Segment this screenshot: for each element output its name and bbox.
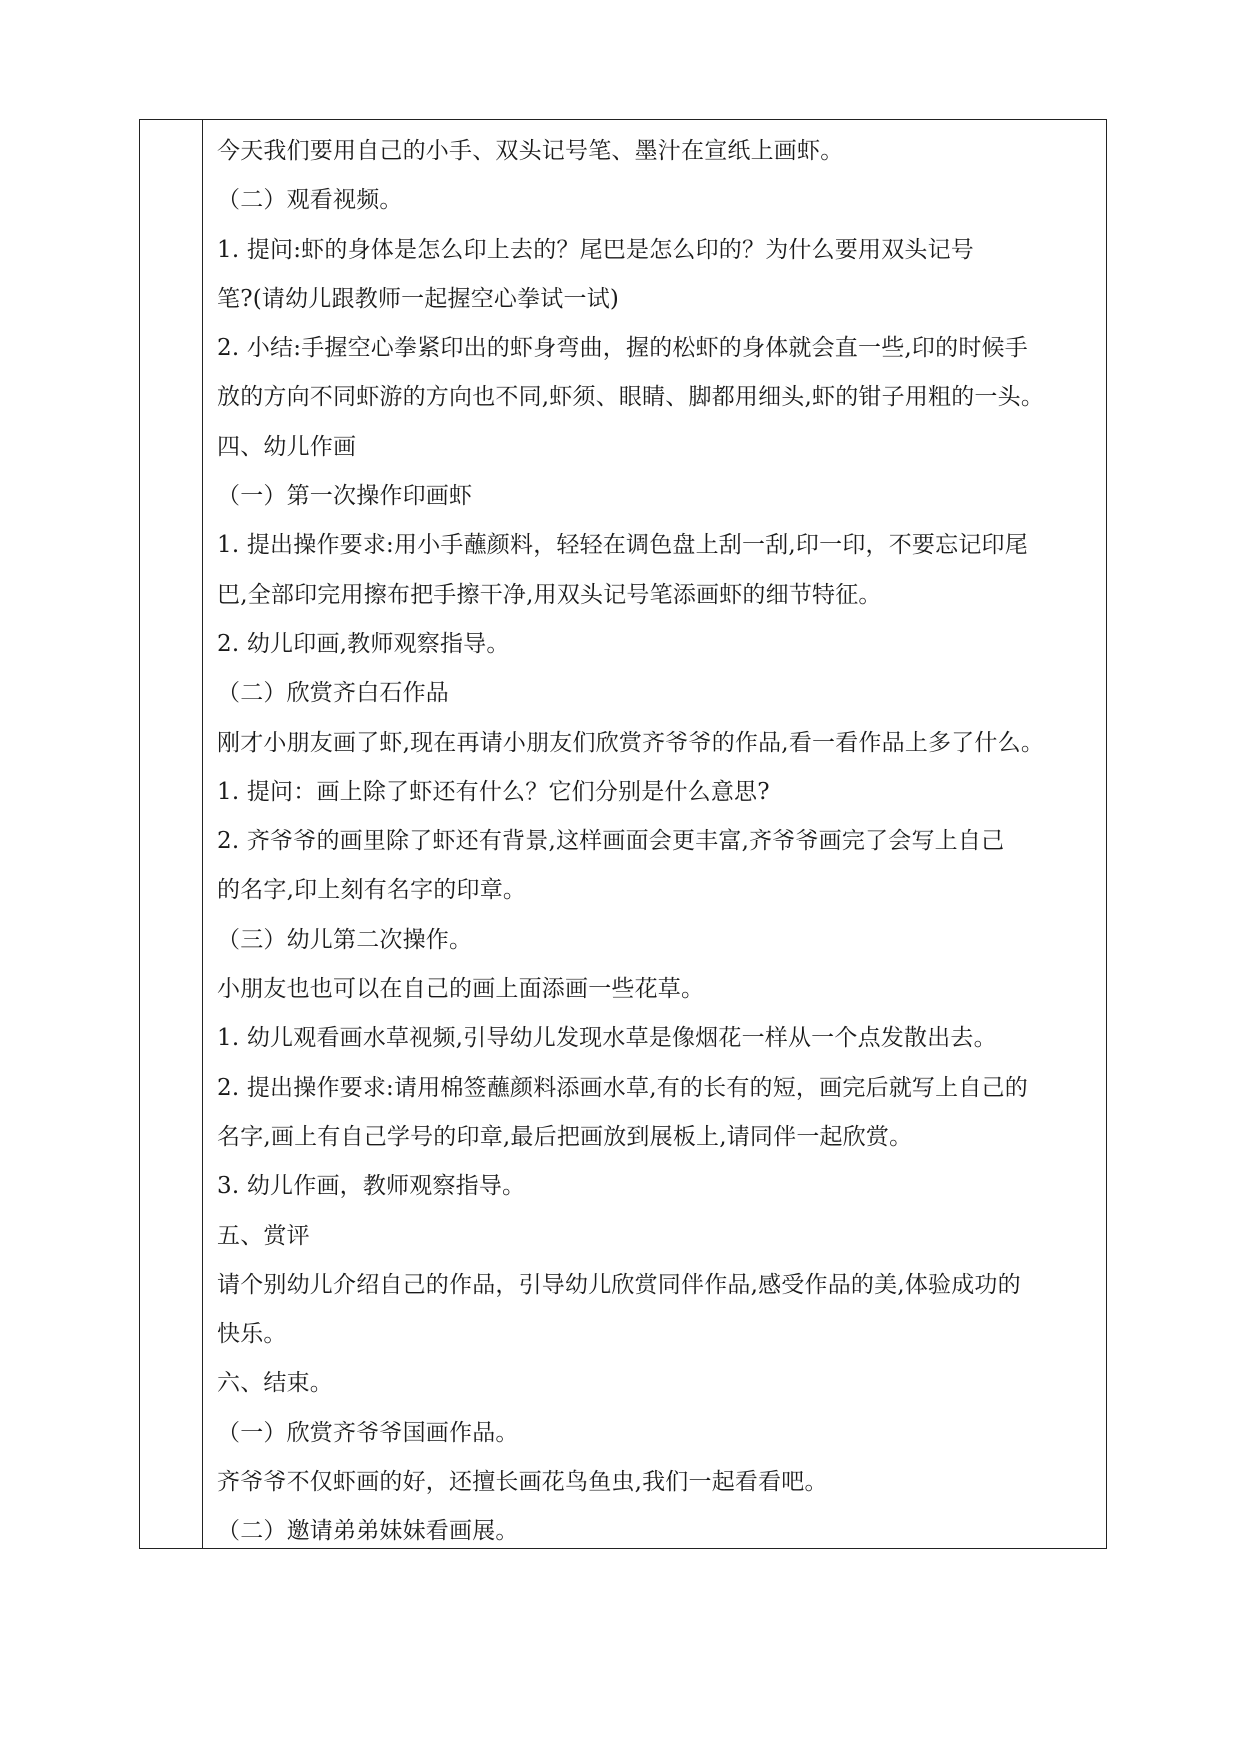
text-line: 刚才小朋友画了虾,现在再请小朋友们欣赏齐爷爷的作品,看一看作品上多了什么。 xyxy=(217,729,1045,756)
text-line: 的名字,印上刻有名字的印章。 xyxy=(217,877,527,904)
text-line: 今天我们要用自己的小手、双头记号笔、墨汁在宣纸上画虾。 xyxy=(217,138,844,164)
section-heading: 四、幼儿作画 xyxy=(217,433,357,460)
text-line: 2. 幼儿印画,教师观察指导。 xyxy=(217,630,510,657)
text-line: 小朋友也也可以在自己的画上面添画一些花草。 xyxy=(217,976,705,1003)
text-line: 请个别幼儿介绍自己的作品，引导幼儿欣赏同伴作品,感受作品的美,体验成功的 xyxy=(217,1271,1021,1298)
text-line: 2. 提出操作要求:请用棉签蘸颜料添画水草,有的长有的短，画完后就写上自己的 xyxy=(217,1074,1028,1101)
text-line: 名字,画上有自己学号的印章,最后把画放到展板上,请同伴一起欣赏。 xyxy=(217,1123,913,1150)
text-line: 1. 提出操作要求:用小手蘸颜料，轻轻在调色盘上刮一刮,印一印，不要忘记印尾 xyxy=(217,532,1028,559)
lesson-table xyxy=(139,119,1107,1549)
text-line: 齐爷爷不仅虾画的好，还擅长画花鸟鱼虫,我们一起看看吧。 xyxy=(217,1469,828,1496)
text-line: （二）欣赏齐白石作品 xyxy=(217,680,449,707)
text-line: 快乐。 xyxy=(217,1321,287,1348)
text-line: （三）幼儿第二次操作。 xyxy=(217,926,473,953)
text-line: 2. 齐爷爷的画里除了虾还有背景,这样画面会更丰富,齐爷爷画完了会写上自己 xyxy=(217,828,1005,855)
text-line: 1. 提问:虾的身体是怎么印上去的？尾巴是怎么印的？为什么要用双头记号 xyxy=(217,236,975,263)
text-line: （二）观看视频。 xyxy=(217,187,403,214)
text-line: 巴,全部印完用擦布把手擦干净,用双头记号笔添画虾的细节特征。 xyxy=(217,581,882,608)
text-line: 3. 幼儿作画，教师观察指导。 xyxy=(217,1173,526,1200)
text-line: 笔?(请幼儿跟教师一起握空心拳试一试) xyxy=(217,285,620,312)
text-line: （一）第一次操作印画虾 xyxy=(217,483,473,510)
text-line: 2. 小结:手握空心拳紧印出的虾身弯曲，握的松虾的身体就会直一些,印的时候手 xyxy=(217,335,1028,362)
section-heading: 五、赏评 xyxy=(217,1222,310,1249)
lesson-content xyxy=(217,127,1117,1557)
text-line: 1. 提问：画上除了虾还有什么？它们分别是什么意思? xyxy=(217,778,770,805)
text-line: （二）邀请弟弟妹妹看画展。 xyxy=(217,1518,519,1545)
text-line: 放的方向不同虾游的方向也不同,虾须、眼睛、脚都用细头,虾的钳子用粗的一头。 xyxy=(217,384,1045,411)
text-line: 1. 幼儿观看画水草视频,引导幼儿发现水草是像烟花一样从一个点发散出去。 xyxy=(217,1025,997,1052)
column-divider xyxy=(202,120,203,1548)
text-line: （一）欣赏齐爷爷国画作品。 xyxy=(217,1419,519,1446)
section-heading: 六、结束。 xyxy=(217,1370,333,1397)
